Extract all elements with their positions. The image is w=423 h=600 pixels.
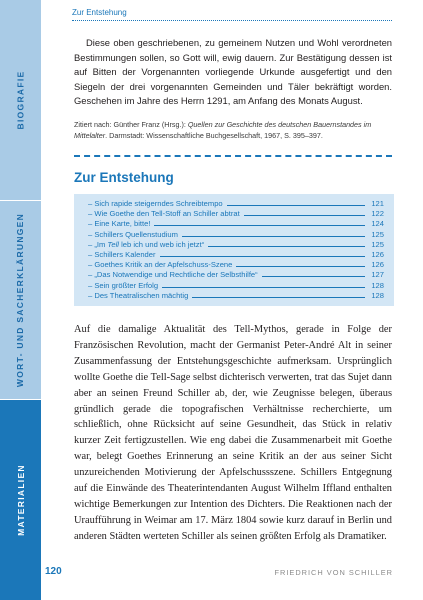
toc-leader-line <box>236 266 365 267</box>
toc-item-page: 122 <box>371 209 384 219</box>
toc-item-label <box>88 219 150 228</box>
citation-suffix: . Darmstadt: Wissenschaftliche Buchgesellschaft, 1967, S. 395–397. <box>105 130 323 140</box>
toc-item-label-text: – Schillers Quellenstudium <box>88 229 178 239</box>
sidebar <box>0 0 41 600</box>
toc-item-label <box>88 240 204 249</box>
citation-title: Quellen zur Geschichte des deutschen Bauernstandes im Mittelalter <box>74 120 372 140</box>
toc-item-label <box>88 230 178 239</box>
body-paragraph: Auf die damalige Aktualität des Tell-Mythos, gerade in Folge der Französischen Revolution, macht der Germanist Peter-André Alt in seiner Zusammenfassung der Entstehungsgeschichte aufmerksam. Ursprünglich wollte Goethe die Tell-Sage selbst dichterisch verwerten, trat das Sujet dann aber an seinen Freund Schiller ab, der, wie Zeugnisse belegen, überaus gründlich gerade die topografischen Verhältnisse recherchierte, um schließlich, ohne Rücksicht auf seine Gesundheit, das Stück in relativ kurzer Zeit fertigzustellen. Wie eng dabei die Zusammenarbeit mit Goethe war, belegt Goethes Erinnerung an seine Kritik an der aus seiner Sicht unzureichenden Motivierung der Apfelschussszene. Schillers Entgegnung auf die Einwände des Theaterintendanten August Wilhelm Iffland enthalten wichtige Bemerkungen zur Intention des Dichters. Die Reaktionen nach der Uraufführung in Weimar am 17. März 1804 sowie kurz darauf in Berlin und anderen Städten werteten Schiller als seinen größten Erfolg als Dramatiker. <box>74 324 392 542</box>
toc-item[interactable] <box>88 250 384 260</box>
toc-item-label <box>88 199 223 208</box>
toc-item[interactable] <box>88 219 384 229</box>
toc-leader-line <box>244 215 366 216</box>
toc-leader-line <box>262 276 366 277</box>
toc-item-page: 125 <box>371 239 384 249</box>
toc-item-page: 126 <box>371 260 384 270</box>
toc-item-page: 125 <box>371 229 384 239</box>
toc-item[interactable] <box>88 291 384 301</box>
sidebar-tab-label: WORT- UND SACHERKLÄRUNGEN <box>15 212 26 388</box>
sidebar-tab-wort-und-sacherklaerungen[interactable] <box>0 201 41 399</box>
toc-item[interactable] <box>88 270 384 280</box>
toc-item-label-italic: Tell <box>107 239 119 249</box>
toc-item[interactable] <box>88 230 384 240</box>
toc-item-label-text: – Wie Goethe den Tell-Stoff an Schiller abtrat <box>88 209 240 219</box>
toc-item-label-text: – Eine Karte, bitte! <box>88 219 151 229</box>
toc-leader-line <box>192 297 365 298</box>
toc-item-page: 127 <box>371 270 384 280</box>
toc-item[interactable] <box>88 240 384 250</box>
toc-item-label-text: – Des Theatralischen mächtig <box>88 290 189 300</box>
toc-item-label-suffix: leb ich und web ich jetzt“ <box>118 239 205 249</box>
toc-item-label-text: – „Das Notwendige und Rechtliche der Selbsthilfe“ <box>88 270 258 280</box>
toc-item-page: 128 <box>371 280 384 290</box>
toc-item-label-text: – Schillers Kalender <box>88 249 156 259</box>
toc-item-page: 124 <box>371 219 384 229</box>
toc-item-label <box>88 291 188 300</box>
citation-prefix: Zitiert nach: Günther Franz (Hrsg.): <box>74 120 188 129</box>
page-number: 120 <box>45 566 62 577</box>
sidebar-tab-biografie[interactable] <box>0 0 41 200</box>
running-head: Zur Entstehung <box>72 8 127 17</box>
sidebar-tab-label: BIOGRAFIE <box>15 70 26 130</box>
toc-leader-line <box>162 287 365 288</box>
toc-item-label <box>88 281 158 290</box>
toc-leader-line <box>154 225 365 226</box>
toc-item-page: 128 <box>371 290 384 300</box>
toc-item-label <box>88 250 156 259</box>
toc-item[interactable] <box>88 199 384 209</box>
citation <box>74 120 392 142</box>
toc-leader-line <box>227 205 366 206</box>
toc-item-label-text: – Sein größter Erfolg <box>88 280 159 290</box>
toc-item-label <box>88 260 232 269</box>
section-divider <box>74 155 392 157</box>
toc-item-label-text: – Goethes Kritik an der Apfelschuss-Szene <box>88 260 233 270</box>
toc-item[interactable] <box>88 209 384 219</box>
toc-item-label-text: – „Im <box>88 239 108 249</box>
quote-block <box>74 36 392 109</box>
toc-leader-line <box>182 236 365 237</box>
toc-leader-line <box>160 256 366 257</box>
toc-item-page: 121 <box>371 199 384 208</box>
toc-item-label <box>88 209 240 218</box>
toc-leader-line <box>208 246 365 247</box>
toc-box <box>74 194 394 306</box>
sidebar-tab-materialien[interactable] <box>0 400 41 600</box>
toc-item-label <box>88 270 258 279</box>
toc-item[interactable] <box>88 260 384 270</box>
toc-item-label-text: – Sich rapide steigerndes Schreibtempo <box>88 199 223 208</box>
running-head-divider <box>72 20 392 21</box>
quote-text: Diese oben geschriebenen, zu gemeinem Nutzen und Wohl verordneten Bestimmungen sollen, so Gott will, ewig dauern. Zur Bestätigung dessen ist auf Bitten der Vorgenannten vorliegende Urkunde ausgefertigt und den Siegeln der drei vorgenannten Gemeinden und Täler bekräftigt worden. Geschehen im Jahre des Herrn 1291, am Anfang des Monats August. <box>74 37 392 107</box>
toc-item[interactable] <box>88 281 384 291</box>
toc-item-page: 126 <box>371 249 384 259</box>
section-title: Zur Entstehung <box>74 170 174 185</box>
sidebar-tab-label: MATERIALIEN <box>15 464 26 536</box>
footer-author: FRIEDRICH VON SCHILLER <box>274 568 393 577</box>
